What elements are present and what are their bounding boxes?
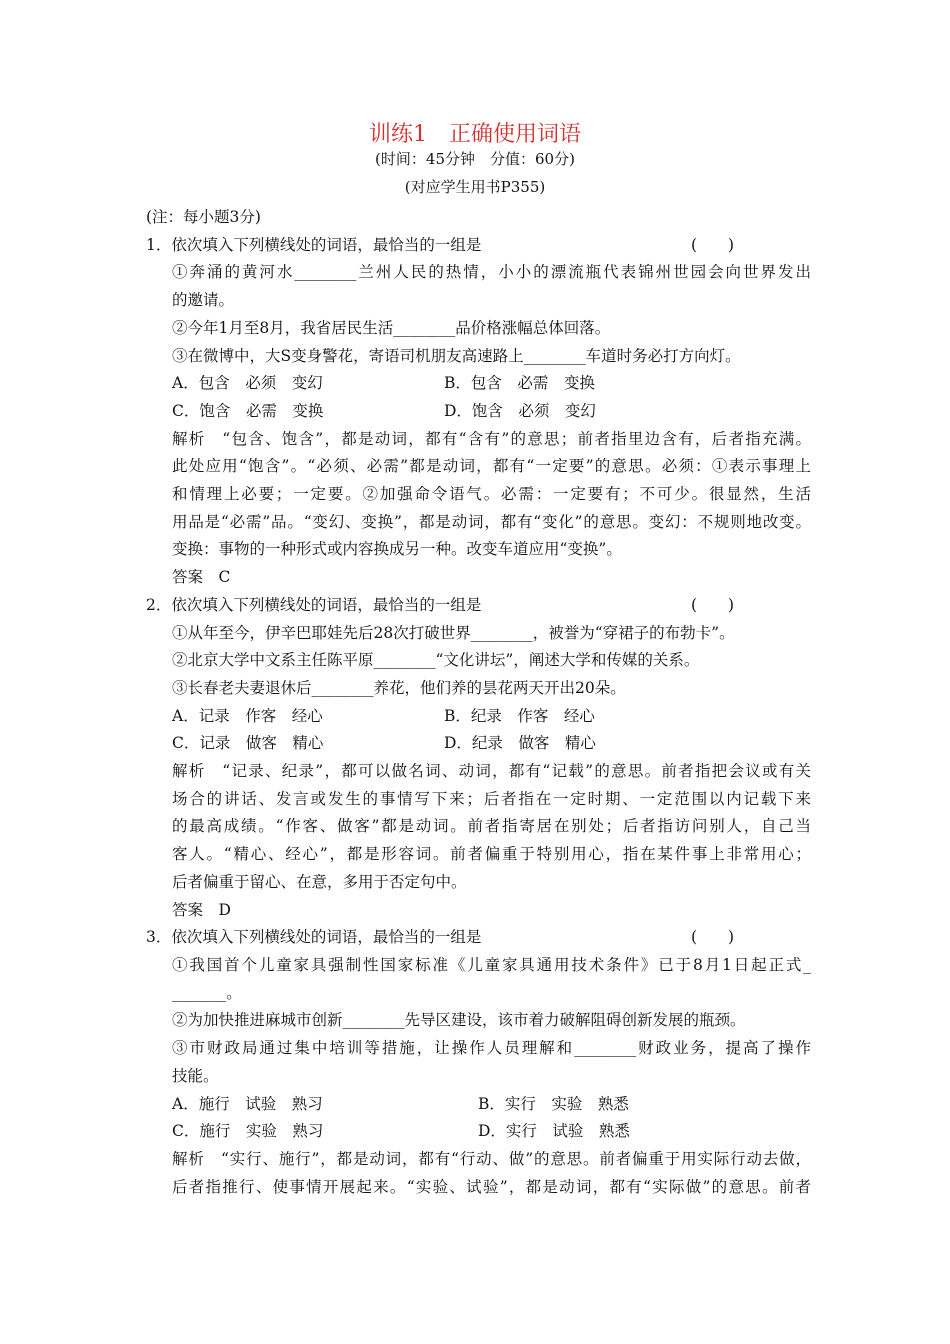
question-stem: 2．依次填入下列横线处的词语，最恰当的一组是 ( )	[146, 592, 811, 620]
option-a: A．记录 作客 经心	[172, 706, 323, 725]
sentence-line: ①奔涌的黄河水________兰州人民的热情，小小的漂流瓶代表锦州世园会向世界发出	[172, 263, 811, 282]
sentence-line: 的邀请。	[172, 291, 235, 310]
question-1	[146, 232, 811, 592]
answer-blank: ( )	[691, 235, 735, 254]
sentence-line: ①从年至今，伊辛巴耶娃先后28次打破世界________，被誉为“穿裙子的布勃卡”。	[172, 623, 735, 642]
analysis-line: 解析 “实行、施行”，都是动词，都有“行动、做”的意思。前者偏重于用实际行动去做，	[172, 1149, 811, 1168]
options-row	[146, 398, 811, 426]
option-a: A．包含 必须 变幻	[172, 374, 323, 393]
option-d: D．饱含 必须 变幻	[444, 401, 596, 420]
time-score-info: (时间：45分钟 分值：60分)	[375, 150, 575, 168]
question-2	[146, 592, 811, 924]
sentence-line: 技能。	[172, 1066, 219, 1085]
question-3	[146, 924, 811, 1201]
answer-line: 答案 C	[172, 568, 231, 587]
option-c: C．记录 做客 精心	[172, 734, 324, 753]
scoring-note: (注：每小题3分)	[146, 208, 261, 226]
textbook-reference: (对应学生用书P355)	[404, 178, 546, 196]
sentence-line: _______。	[172, 983, 242, 1002]
options-row	[146, 1118, 811, 1146]
sentence-line: ③长春老夫妻退休后________养花，他们养的昙花两天开出20朵。	[172, 678, 626, 697]
sentence-line: ②为加快推进麻城市创新________先导区建设，该市着力破解阻碍创新发展的瓶颈。	[172, 1011, 746, 1030]
answer-line: 答案 D	[172, 900, 231, 919]
question-stem: 3．依次填入下列横线处的词语，最恰当的一组是 ( )	[146, 924, 811, 952]
sentence-line: ②今年1月至8月，我省居民生活________品价格涨幅总体回落。	[172, 318, 611, 337]
option-a: A．施行 试验 熟习	[172, 1094, 323, 1113]
options-row	[146, 370, 811, 398]
analysis-line: 此处应用“饱含”。“必须、必需”都是动词，都有“一定要”的意思。必须：①表示事理上	[172, 457, 811, 476]
analysis-line: 后者指推行、使事情开展起来。“实验、试验”，都是动词，都有“实际做”的意思。前者	[172, 1177, 811, 1196]
analysis-line: 解析 “记录、纪录”，都可以做名词、动词，都有“记载”的意思。前者指把会议或有关	[172, 762, 811, 781]
analysis-line: 后者偏重于留心、在意，多用于否定句中。	[172, 872, 467, 891]
question-list	[146, 204, 811, 1201]
options-row	[146, 703, 811, 731]
sentence-line: ③市财政局通过集中培训等措施，让操作人员理解和________财政业务，提高了操作	[172, 1039, 811, 1058]
analysis-line: 场合的讲话、发言或发生的事情写下来；后者指在一定时期、一定范围以内记载下来	[172, 789, 811, 808]
question-stem: 1．依次填入下列横线处的词语，最恰当的一组是 ( )	[146, 232, 811, 260]
option-c: C．施行 实验 熟习	[172, 1122, 324, 1141]
sentence-line: ②北京大学中文系主任陈平原________“文化讲坛”，阐述大学和传媒的关系。	[172, 651, 700, 670]
sentence-line: ①我国首个儿童家具强制性国家标准《儿童家具通用技术条件》已于8月1日起正式_	[172, 955, 811, 974]
analysis-line: 用品是“必需”品。“变幻、变换”，都是动词，都有“变化”的意思。变幻：不规则地改变。	[172, 512, 811, 531]
option-d: D．实行 试验 熟悉	[478, 1122, 630, 1141]
options-row	[146, 730, 811, 758]
option-c: C．饱含 必需 变换	[172, 401, 324, 420]
option-d: D．纪录 做客 精心	[444, 734, 596, 753]
option-b: B．纪录 作客 经心	[444, 706, 595, 725]
analysis-line: 和情理上必要；一定要。②加强命令语气。必需：一定要有；不可少。很显然，生活	[172, 485, 811, 504]
answer-blank: ( )	[691, 595, 735, 614]
analysis-line: 的最高成绩。“作客、做客”都是动词。前者指寄居在别处；后者指访问别人，自己当	[172, 817, 811, 836]
analysis-line: 客人。“精心、经心”，都是形容词。前者偏重于特别用心，指在某件事上非常用心；	[172, 845, 811, 864]
option-b: B．包含 必需 变换	[444, 374, 595, 393]
analysis-line: 解析 “包含、饱含”，都是动词，都有“含有”的意思；前者指里边含有，后者指充满。	[172, 429, 811, 448]
options-row	[146, 1091, 811, 1119]
analysis-line: 变换：事物的一种形式或内容换成另一种。改变车道应用“变换”。	[172, 540, 622, 559]
option-b: B．实行 实验 熟悉	[478, 1094, 629, 1113]
sentence-line: ③在微博中，大S变身警花，寄语司机朋友高速路上________车道时务必打方向灯。	[172, 346, 741, 365]
page-title: 训练1 正确使用词语	[369, 122, 581, 147]
answer-blank: ( )	[691, 928, 735, 947]
